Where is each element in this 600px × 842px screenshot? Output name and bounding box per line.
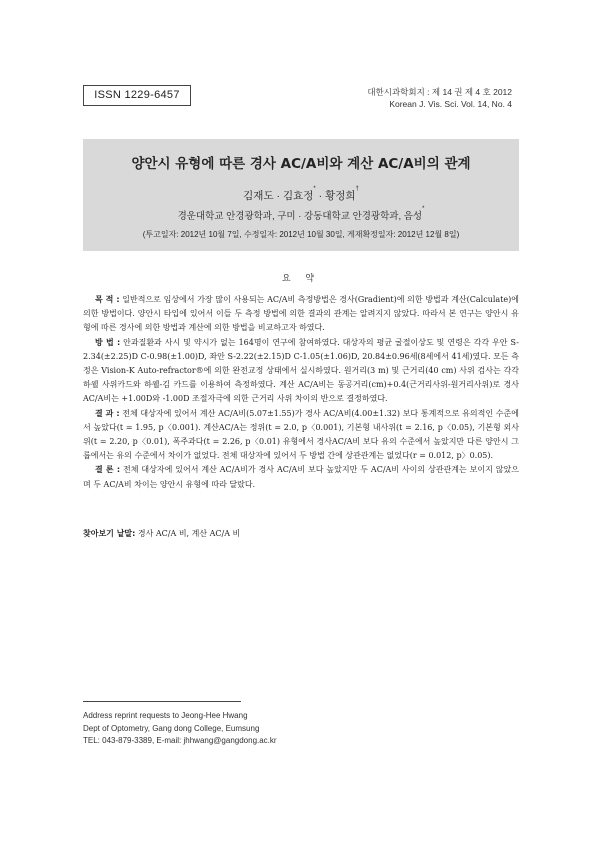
abstract-purpose — [83, 293, 519, 336]
author-3: 황정희 — [325, 190, 356, 202]
author-3-mark: † — [355, 186, 359, 192]
section-text: 안과질환과 사시 및 약시가 없는 164명이 연구에 참여하였다. 대상자의 평균 굴절이상도 및 연령은 각각 우안 S-2.34(±2.25)D C-0.98(±1.00)D, 좌안 S-2.22(±2.15)D C-1.05(±1.06)D, 20.84±0.96세(8세에서 41세)였다. 모든 측정은 Vision-K Auto-refractor®에 의한 완전교정 상태에서 실시하였다. 원거리(3 m) 및 근거리(40 cm) 사위 검사는 각각 하웰 사위카드와 하웰-김 카드를 이용하여 측정하였다. 계산 AC/A비는 동공거리(cm)+0.4(근거리사위-원거리사위)로 경사 AC/A비는 +1.00D와 -1.00D 조절자극에 의한 근거리 사위 차이의 반으로 결정하였다. — [83, 337, 519, 404]
section-text: 전체 대상자에 있어서 계산 AC/A비가 경사 AC/A비 보다 높았지만 두 AC/A비 사이의 상관관계는 보이지 않았으며 두 AC/A비 차이는 양안시 유형에 따라 달랐다. — [83, 465, 519, 489]
abstract-results — [83, 407, 519, 464]
section-label: 방 법 : — [95, 337, 121, 347]
abstract-conclusion — [83, 463, 519, 491]
journal-info-korean: 대한시과학회지 : 제 14 권 제 4 호 2012 — [367, 87, 512, 97]
abstract-body — [83, 293, 519, 492]
footnote-line: Address reprint requests to Jeong-Hee Hwang — [83, 711, 248, 720]
correspondence-footnote — [83, 710, 277, 748]
issn-box: ISSN 1229-6457 — [83, 85, 191, 106]
author-2: 김효정 — [282, 190, 314, 202]
section-label: 목 적 : — [95, 295, 120, 304]
journal-info-english: Korean J. Vis. Sci. Vol. 14, No. 4 — [389, 99, 512, 109]
footnote-line: TEL: 043-879-3389, E-mail: jhhwang@gangdong.ac.kr — [83, 736, 277, 745]
author-separator: · — [315, 190, 326, 202]
footnote-divider — [83, 701, 241, 702]
author-2-mark: * — [313, 186, 316, 192]
keywords-label: 찾아보기 낱말: — [83, 529, 136, 538]
affiliation-text: 경운대학교 안경광학과, 구미 · 강동대학교 안경광학과, 음성 — [177, 211, 423, 222]
submission-dates: (투고일자: 2012년 10월 7일, 수정일자: 2012년 10월 30일, 게재확정일자: 2012년 12월 8일) — [142, 230, 460, 239]
affiliation — [83, 208, 519, 222]
section-label: 결 과 : — [95, 408, 120, 418]
section-text: 전체 대상자에 있어서 계산 AC/A비(5.07±1.55)가 경사 AC/A비(4.00±1.32) 보다 통계적으로 유의적인 수준에서 높았다(t = 1.95, p〈0.001). 계산AC/A는 정위(t = 2.0, p〈0.001), 기본형 내사위(t = 2.16, p〈0.05), 기본형 외사위(t = 2.20, p〈0.01), 폭주과다(t = 2.26, p〈0.01) 유형에서 경사AC/A비 보다 유의 수준에서 높았지만 다른 양안시 그룹에서는 유의 수준에서 차이가 없었다. 전체 대상자에 있어서 두 방법 간에 상관관계는 없었다(r = 0.012, p〉0.05). — [83, 408, 519, 461]
keywords — [83, 528, 519, 539]
author-list — [83, 188, 519, 203]
abstract-heading: 요 약 — [281, 274, 321, 284]
keywords-text: 경사 AC/A 비, 계산 AC/A 비 — [137, 529, 241, 538]
affiliation-mark: * — [422, 206, 425, 212]
paper-title: 양안시 유형에 따른 경사 AC/A비와 계산 AC/A비의 관계 — [131, 156, 471, 172]
footnote-line: Dept of Optometry, Gang dong College, Eumsung — [83, 723, 260, 733]
abstract-methods — [83, 336, 519, 407]
author-1: 김재도 — [243, 190, 274, 202]
section-label: 결 론 : — [95, 465, 121, 475]
section-text: 일반적으로 임상에서 가장 많이 사용되는 AC/A비 측정방법은 경사(Gradient)에 의한 방법과 계산(Calculate)에 의한 방법이다. 양안시 타입에 있어서 이들 두 측정 방법에 의한 결과의 관계는 알려지지 않았다. 따라서 본 연구는 양안시 유형에 따른 경사에 의한 방법과 계산에 의한 방법을 비교하고자 하였다. — [83, 295, 519, 333]
author-separator: · — [273, 190, 283, 202]
